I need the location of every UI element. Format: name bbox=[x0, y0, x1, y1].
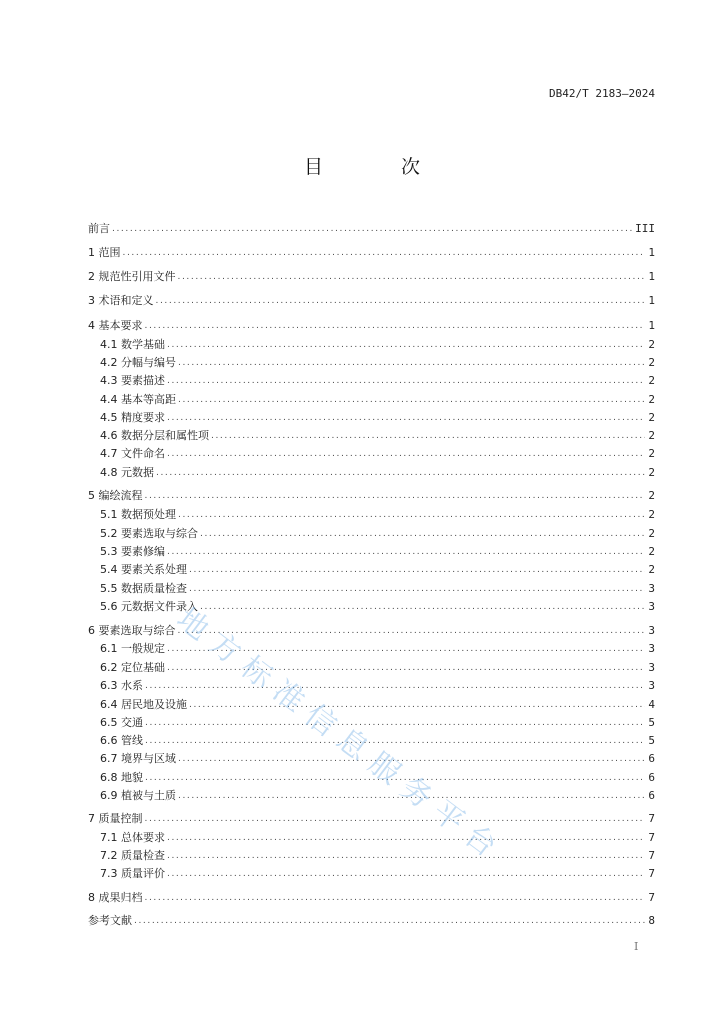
toc-entry[interactable] bbox=[100, 788, 655, 804]
toc-leader-dots bbox=[145, 770, 645, 786]
toc-entry[interactable] bbox=[88, 913, 655, 929]
toc-entry[interactable] bbox=[100, 337, 655, 353]
toc-entry[interactable] bbox=[88, 245, 655, 261]
toc-entry[interactable] bbox=[100, 641, 655, 657]
toc-entry-label: 6 要素选取与综合 bbox=[88, 624, 176, 637]
toc-entry[interactable] bbox=[100, 848, 655, 864]
toc-entry-label: 5 编绘流程 bbox=[88, 489, 143, 502]
toc-entry-label: 前言 bbox=[88, 222, 110, 235]
toc-entry[interactable] bbox=[88, 269, 655, 285]
watermark: 地方标准信息服务平台 bbox=[170, 601, 511, 871]
page-title: 目 次 bbox=[303, 156, 457, 178]
toc-entry-page: 4 bbox=[648, 698, 655, 711]
toc-entry[interactable] bbox=[88, 811, 655, 827]
toc-entry-label: 参考文献 bbox=[88, 914, 132, 927]
toc-entry-page: 5 bbox=[648, 716, 655, 729]
toc-entry-label: 7 质量控制 bbox=[88, 812, 143, 825]
toc-leader-dots bbox=[167, 660, 645, 676]
toc-entry-page: 1 bbox=[648, 319, 655, 332]
toc-leader-dots bbox=[156, 293, 646, 309]
toc-leader-dots bbox=[167, 641, 645, 657]
toc-entry-page: 2 bbox=[648, 563, 655, 576]
toc-entry-label: 7.2 质量检查 bbox=[100, 849, 165, 862]
toc-entry-page: 3 bbox=[648, 582, 655, 595]
toc-entry-page: III bbox=[635, 222, 655, 235]
toc-entry[interactable] bbox=[100, 410, 655, 426]
toc-leader-dots bbox=[189, 562, 645, 578]
toc-entry-label: 8 成果归档 bbox=[88, 891, 143, 904]
toc-leader-dots bbox=[167, 830, 645, 846]
toc-entry-page: 7 bbox=[648, 849, 655, 862]
toc-entry-page: 2 bbox=[648, 489, 655, 502]
toc-entry[interactable] bbox=[88, 623, 655, 639]
toc-entry-label: 4.3 要素描述 bbox=[100, 374, 165, 387]
toc-leader-dots bbox=[167, 544, 645, 560]
toc-entry-label: 1 范围 bbox=[88, 246, 121, 259]
toc-entry-page: 2 bbox=[648, 338, 655, 351]
toc-entry-page: 2 bbox=[648, 466, 655, 479]
toc-entry[interactable] bbox=[100, 544, 655, 560]
toc-entry[interactable] bbox=[100, 770, 655, 786]
toc-entry-page: 5 bbox=[648, 734, 655, 747]
toc-entry-page: 2 bbox=[648, 374, 655, 387]
toc-entry-page: 3 bbox=[648, 679, 655, 692]
toc-entry-page: 7 bbox=[648, 867, 655, 880]
toc-entry-label: 6.4 居民地及设施 bbox=[100, 698, 187, 711]
toc-leader-dots bbox=[167, 866, 645, 882]
toc-leader-dots bbox=[167, 373, 645, 389]
toc-entry-page: 1 bbox=[648, 294, 655, 307]
toc-entry[interactable] bbox=[88, 221, 655, 237]
toc-entry-label: 4 基本要求 bbox=[88, 319, 143, 332]
toc-entry[interactable] bbox=[100, 678, 655, 694]
toc-entry-page: 3 bbox=[648, 661, 655, 674]
toc-entry[interactable] bbox=[88, 318, 655, 334]
toc-entry-label: 6.5 交通 bbox=[100, 716, 143, 729]
toc-entry-page: 3 bbox=[648, 600, 655, 613]
toc-entry-page: 2 bbox=[648, 545, 655, 558]
toc-entry-label: 5.1 数据预处理 bbox=[100, 508, 176, 521]
toc-entry-page: 1 bbox=[648, 246, 655, 259]
toc-entry-page: 3 bbox=[648, 624, 655, 637]
toc-leader-dots bbox=[178, 355, 645, 371]
toc-entry[interactable] bbox=[100, 465, 655, 481]
toc-entry-page: 6 bbox=[648, 752, 655, 765]
toc-leader-dots bbox=[145, 715, 645, 731]
toc-entry[interactable] bbox=[88, 293, 655, 309]
toc-leader-dots bbox=[156, 465, 645, 481]
toc-leader-dots bbox=[145, 488, 646, 504]
toc-entry-label: 4.5 精度要求 bbox=[100, 411, 165, 424]
toc-entry[interactable] bbox=[100, 660, 655, 676]
toc-entry[interactable] bbox=[100, 866, 655, 882]
toc-entry-label: 6.8 地貌 bbox=[100, 771, 143, 784]
toc-entry[interactable] bbox=[88, 488, 655, 504]
toc-entry[interactable] bbox=[100, 392, 655, 408]
toc-entry-page: 8 bbox=[648, 914, 655, 927]
toc-entry-label: 5.5 数据质量检查 bbox=[100, 582, 187, 595]
toc-leader-dots bbox=[200, 599, 645, 615]
toc-leader-dots bbox=[178, 269, 646, 285]
toc-entry-label: 4.8 元数据 bbox=[100, 466, 154, 479]
toc-entry-label: 6.7 境界与区域 bbox=[100, 752, 176, 765]
toc-entry[interactable] bbox=[100, 599, 655, 615]
toc-leader-dots bbox=[189, 697, 645, 713]
toc-leader-dots bbox=[167, 337, 645, 353]
toc-entry-label: 2 规范性引用文件 bbox=[88, 270, 176, 283]
toc-entry-page: 2 bbox=[648, 508, 655, 521]
toc-entry[interactable] bbox=[100, 446, 655, 462]
toc-entry[interactable] bbox=[100, 507, 655, 523]
toc-leader-dots bbox=[211, 428, 645, 444]
toc-entry-label: 3 术语和定义 bbox=[88, 294, 154, 307]
toc-leader-dots bbox=[167, 446, 645, 462]
toc-leader-dots bbox=[145, 678, 645, 694]
toc-entry[interactable] bbox=[100, 733, 655, 749]
toc-entry-page: 7 bbox=[648, 831, 655, 844]
toc-entry-page: 6 bbox=[648, 789, 655, 802]
toc-leader-dots bbox=[145, 811, 646, 827]
toc-entry-label: 4.7 文件命名 bbox=[100, 447, 165, 460]
toc-entry-label: 5.2 要素选取与综合 bbox=[100, 527, 198, 540]
toc-entry-page: 1 bbox=[648, 270, 655, 283]
toc-entry-label: 6.2 定位基础 bbox=[100, 661, 165, 674]
toc-leader-dots bbox=[145, 733, 645, 749]
toc-entry[interactable] bbox=[100, 562, 655, 578]
toc-entry-label: 7.1 总体要求 bbox=[100, 831, 165, 844]
toc-entry-label: 4.4 基本等高距 bbox=[100, 393, 176, 406]
toc-entry-label: 4.2 分幅与编号 bbox=[100, 356, 176, 369]
toc-entry-page: 2 bbox=[648, 429, 655, 442]
toc-entry-page: 6 bbox=[648, 771, 655, 784]
toc-leader-dots bbox=[112, 221, 632, 237]
page-number: I bbox=[634, 940, 639, 953]
toc-entry[interactable] bbox=[100, 428, 655, 444]
toc-entry-label: 6.1 一般规定 bbox=[100, 642, 165, 655]
toc-leader-dots bbox=[123, 245, 646, 261]
toc-leader-dots bbox=[167, 410, 645, 426]
toc-entry[interactable] bbox=[100, 373, 655, 389]
toc-entry-label: 5.6 元数据文件录入 bbox=[100, 600, 198, 613]
toc-entry-page: 2 bbox=[648, 411, 655, 424]
toc-entry-label: 6.9 植被与土质 bbox=[100, 789, 176, 802]
toc-entry-page: 7 bbox=[648, 891, 655, 904]
document-code: DB42/T 2183—2024 bbox=[549, 87, 655, 100]
toc-entry-label: 5.3 要素修编 bbox=[100, 545, 165, 558]
toc-entry[interactable] bbox=[100, 581, 655, 597]
toc-leader-dots bbox=[178, 623, 646, 639]
toc-entry-label: 6.6 管线 bbox=[100, 734, 143, 747]
toc-entry-label: 5.4 要素关系处理 bbox=[100, 563, 187, 576]
toc-leader-dots bbox=[145, 318, 646, 334]
toc-entry-label: 6.3 水系 bbox=[100, 679, 143, 692]
toc-leader-dots bbox=[134, 913, 645, 929]
toc-leader-dots bbox=[178, 788, 645, 804]
toc-entry[interactable] bbox=[100, 715, 655, 731]
toc-entry[interactable] bbox=[100, 751, 655, 767]
toc-entry-page: 2 bbox=[648, 393, 655, 406]
toc-entry-page: 2 bbox=[648, 527, 655, 540]
toc-entry-label: 7.3 质量评价 bbox=[100, 867, 165, 880]
toc-entry[interactable] bbox=[100, 697, 655, 713]
toc-entry[interactable] bbox=[100, 526, 655, 542]
toc-entry[interactable] bbox=[100, 830, 655, 846]
toc-leader-dots bbox=[200, 526, 645, 542]
toc-leader-dots bbox=[178, 751, 645, 767]
toc-entry-page: 3 bbox=[648, 642, 655, 655]
toc-entry[interactable] bbox=[88, 890, 655, 906]
toc-leader-dots bbox=[145, 890, 646, 906]
toc-entry-page: 7 bbox=[648, 812, 655, 825]
toc-leader-dots bbox=[178, 392, 645, 408]
toc-leader-dots bbox=[189, 581, 645, 597]
toc-leader-dots bbox=[167, 848, 645, 864]
toc-leader-dots bbox=[178, 507, 645, 523]
toc-entry-page: 2 bbox=[648, 356, 655, 369]
toc-entry[interactable] bbox=[100, 355, 655, 371]
toc-entry-page: 2 bbox=[648, 447, 655, 460]
toc-entry-label: 4.1 数学基础 bbox=[100, 338, 165, 351]
toc-entry-label: 4.6 数据分层和属性项 bbox=[100, 429, 209, 442]
